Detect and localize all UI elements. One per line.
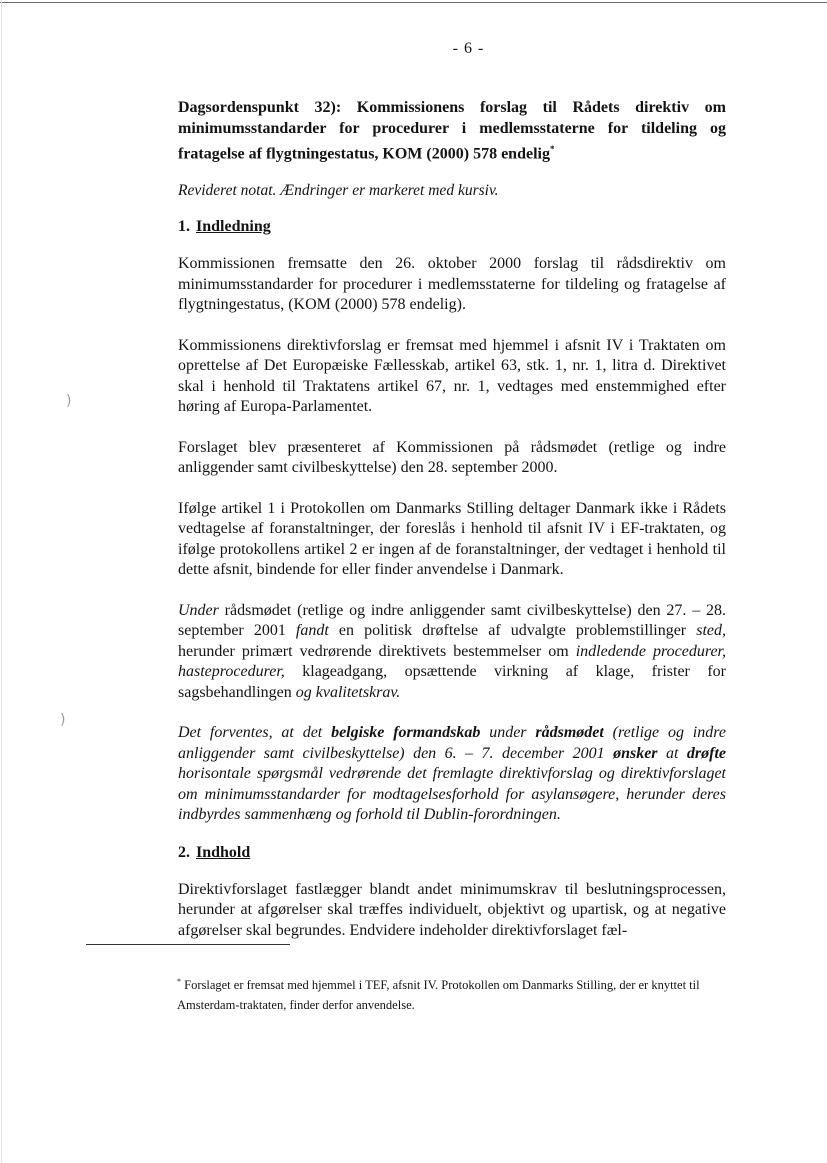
paragraph-1: Kommissionen fremsatte den 26. oktober 2000 forslag til rådsdirektiv om minimumsstandarder for procedurer i medlemsstaterne for tildeling og fratagelse af flygtningestatus, (KOM (2000) 578 endelig).	[178, 255, 726, 314]
paragraph-text: rådsmødet (retlige og indre anliggender samt civilbeskyttelse) den 27. – 28. september 2001	[178, 601, 726, 640]
paragraph-6	[178, 723, 726, 826]
revised-text: indledende procedurer, hasteprocedurer,	[178, 642, 727, 681]
footnote-reference: *	[549, 144, 555, 154]
section-number: 1.	[178, 218, 190, 236]
revised-text: og kvalitetskrav.	[295, 683, 401, 701]
revised-text: under	[480, 724, 536, 742]
paragraph-text: herunder primært vedrørende direktivets bestemmelser om	[178, 642, 576, 660]
scan-margin-mark: )	[66, 393, 72, 409]
left-scan-edge	[1, 0, 2, 1163]
paragraph-7: Direktivforslaget fastlægger blandt andet minimumskrav til beslutningsprocessen, herunder at afgørelser skal træffes individuelt, objektivt og upartisk, og at negative afgørelser skal begrundes. Endvidere indeholder direktivforslaget fæl-	[178, 880, 726, 939]
paragraph-4: Ifølge artikel 1 i Protokollen om Danmarks Stilling deltager Danmark ikke i Rådets vedtagelse af foranstaltninger, der foreslås i henhold til afsnit IV i EF-traktaten, og ifølge protokollens artikel 2 er ingen af de foranstaltninger, der vedtaget i henhold til dette afsnit, bindende for eller finder anvendelse i Danmark.	[178, 499, 726, 579]
emphasis-text: ønsker	[613, 744, 658, 762]
revised-text: fandt	[295, 622, 329, 640]
top-border-rule	[0, 2, 827, 3]
revised-text: horisontale spørgsmål vedrørende det fremlagte direktivforslag og direktivforslaget om minimumsstandarder for modtagelsesforhold for asylansøgere, herunder deres indbyrdes sammenhæng og forhold til Dublin-forordningen.	[178, 765, 726, 824]
section-number: 2.	[178, 843, 190, 861]
revised-text: sted,	[696, 622, 727, 640]
footnote-text: Forslaget er fremsat med hjemmel i TEF, afsnit IV. Protokollen om Danmarks Stilling, der er knyttet til Amsterdam-traktaten, finder derfor anvendelse.	[177, 978, 700, 1013]
document-body	[178, 97, 726, 941]
page-number: - 6 -	[452, 40, 485, 57]
section-label: Indhold	[196, 843, 251, 861]
footnote-separator	[86, 944, 290, 945]
paragraph-text: en politisk drøftelse af udvalgte problemstillinger	[328, 622, 697, 640]
agenda-title	[178, 97, 726, 164]
section-heading-content	[178, 843, 726, 863]
emphasis-text: drøfte	[686, 744, 726, 762]
footnote-marker: *	[177, 977, 181, 986]
scan-margin-mark: )	[60, 712, 66, 728]
footnote	[177, 972, 727, 1015]
emphasis-text: belgiske formandskab	[331, 724, 481, 742]
paragraph-text: klageadgang, opsættende virkning af klage, frister for sagsbehandlingen	[178, 663, 726, 701]
paragraph-5	[178, 601, 726, 704]
revised-text: Under	[178, 601, 219, 619]
paragraph-3: Forslaget blev præsenteret af Kommissionen på rådsmødet (retlige og indre anliggender samt civilbeskyttelse) den 28. september 2000.	[178, 438, 726, 477]
section-heading-intro	[178, 217, 726, 237]
revised-text: (retlige og indre anliggender samt civilbeskyttelse) den 6. – 7. december 2001	[178, 724, 726, 762]
revised-text: at	[657, 744, 687, 762]
agenda-title-text: Dagsordenspunkt 32): Kommissionens forslag til Rådets direktiv om minimumsstandarder for procedurer i medlemsstaterne for tildeling og fratagelse af flygtningestatus, KOM (2000) 578 endelig	[178, 99, 726, 163]
emphasis-text: rådsmødet	[535, 724, 604, 742]
section-label: Indledning	[196, 218, 271, 236]
revised-text: Det forventes, at det	[178, 724, 332, 742]
revised-note: Revideret notat. Ændringer er markeret med kursiv.	[178, 182, 499, 200]
paragraph-2: Kommissionens direktivforslag er fremsat med hjemmel i afsnit IV i Traktaten om oprettelse af Det Europæiske Fællesskab, artikel 63, stk. 1, nr. 1, litra d. Direktivet skal i henhold til Traktatens artikel 67, nr. 1, vedtages med enstemmighed efter høring af Europa-Parlamentet.	[178, 336, 726, 416]
